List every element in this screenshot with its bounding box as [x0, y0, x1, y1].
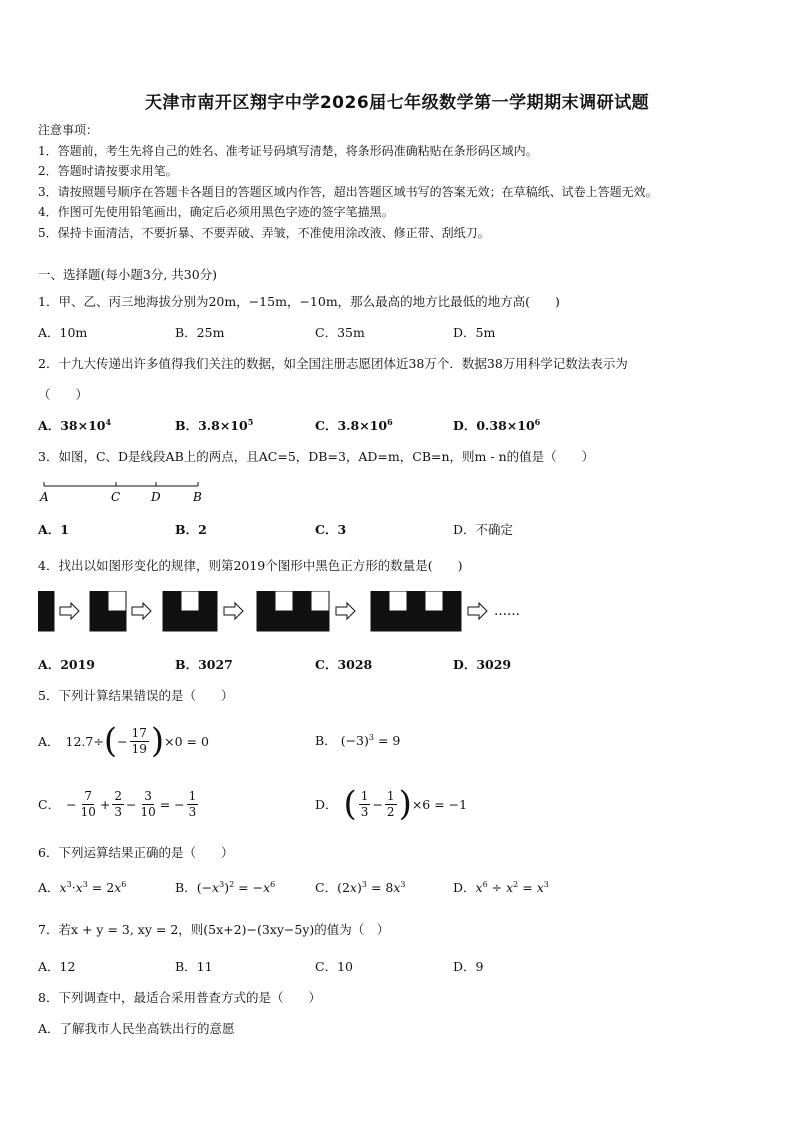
notes-block — [38, 120, 658, 244]
q7-option-b: B．11 — [175, 959, 213, 974]
q2-option-c: C．$3.8\times 10^6$ — [315, 417, 393, 433]
q2-option-b: B．$3.8\times 10^5$ — [175, 417, 254, 433]
q4-option-a: A．2019 — [38, 657, 95, 672]
point-label-c: C — [111, 490, 121, 504]
q5-option-c: C． − $\frac{7}{10}$ + $\frac{2}{3}$ − $\frac{3}{10}$ = − $\frac{1}{3}$ — [38, 788, 197, 819]
question-4: 4．找出以如图形变化的规律，则第2019个图形中黑色正方形的数量是( ) — [38, 558, 463, 573]
q3-option-c: C．3 — [315, 522, 347, 537]
question-7: 7．若x + y = 3, xy = 2，则(5x+2)−(3xy−5y)的值为（ ） — [38, 922, 390, 937]
q1-option-d: D．5m — [453, 325, 496, 340]
notes-item: 1．答题前，考生先将自己的姓名、准考证号码填写清楚，将条形码准确粘贴在条形码区域内。 — [38, 143, 538, 158]
q5-option-a: A． 12.7÷ ( − $\frac{17}{19}$ ) ×0 = 0 — [38, 721, 209, 761]
square-pattern-figure — [38, 591, 538, 635]
pattern-3 — [163, 591, 217, 631]
notes-heading: 注意事项： — [38, 123, 99, 137]
q1-option-c: C．35m — [315, 325, 365, 340]
point-label-d: D — [151, 490, 161, 504]
arrow-icon — [60, 603, 79, 619]
q8-option-a: A．了解我市人民坐高铁出行的意愿 — [38, 1021, 235, 1036]
section-heading: 一、选择题(每小题3分, 共30分) — [38, 267, 218, 282]
question-1: 1．甲、乙、丙三地海拔分别为20m，−15m，−10m，那么最高的地方比最低的地方高( ) — [38, 294, 560, 309]
q2-option-d: D．$0.38\times 10^6$ — [453, 417, 541, 433]
q6-option-a: A．$x^3\cdot x^3 = 2x^6$ — [38, 880, 127, 895]
point-label-b: B — [193, 490, 202, 504]
q1-option-b: B．25m — [175, 325, 225, 340]
question-2: 2．十九大传递出许多值得我们关注的数据，如全国注册志愿团体近38万个．数据38万用科学记数法表示为 — [38, 356, 628, 371]
q3-option-a: A．1 — [38, 522, 69, 537]
question-8: 8．下列调查中，最适合采用普查方式的是（ ） — [38, 990, 321, 1005]
q4-option-d: D．3029 — [453, 657, 512, 672]
q3-option-b: B．2 — [175, 522, 207, 537]
q3-option-d: D．不确定 — [453, 522, 514, 537]
arrow-icon — [468, 603, 487, 619]
pattern-ellipsis: …… — [494, 604, 520, 619]
arrow-icon — [132, 603, 151, 619]
notes-item: 3．请按照题号顺序在答题卡各题目的答题区域内作答，超出答题区域书写的答案无效；在草稿纸、试卷上答题无效。 — [38, 184, 658, 199]
notes-item: 2．答题时请按要求用笔。 — [38, 164, 178, 179]
q6-option-d: D．$x^6 \div x^2 = x^3$ — [453, 880, 549, 895]
pattern-5 — [371, 591, 461, 631]
q7-option-a: A．12 — [38, 959, 76, 974]
arrow-icon — [336, 603, 355, 619]
pattern-2 — [90, 591, 126, 631]
q1-option-a: A．10m — [38, 325, 88, 340]
q5-option-d: D． ( $\frac{1}{3}$ − $\frac{1}{2}$ ) ×6 = −1 — [315, 784, 468, 824]
line-segment-figure — [38, 480, 218, 506]
question-5: 5．下列计算结果错误的是（ ） — [38, 688, 234, 703]
pattern-1 — [38, 591, 54, 631]
q2-option-a: A．$38\times 10^4$ — [38, 417, 112, 433]
notes-item: 4．作图可先使用铅笔画出，确定后必须用黑色字迹的签字笔描黑。 — [38, 205, 394, 220]
q6-option-b: B．$(-x^3)^2 = -x^6$ — [175, 880, 276, 895]
q7-option-d: D．9 — [453, 959, 484, 974]
question-3: 3．如图，C、D是线段AB上的两点，且AC=5，DB=3，AD=m，CB=n，则m - n的值是（ ） — [38, 449, 595, 464]
q4-option-c: C．3028 — [315, 657, 373, 672]
pattern-4 — [257, 591, 329, 631]
arrow-icon — [224, 603, 243, 619]
question-2-paren: （ ） — [38, 387, 89, 402]
q5-option-b: B． $(-3)^3 = 9$ — [315, 733, 401, 748]
question-6: 6．下列运算结果正确的是（ ） — [38, 845, 234, 860]
page-title: 天津市南开区翔宇中学2026届七年级数学第一学期期末调研试题 — [144, 93, 650, 113]
q7-option-c: C．10 — [315, 959, 353, 974]
q6-option-c: C．$(2x)^3 = 8x^3$ — [315, 880, 406, 895]
point-label-a: A — [40, 490, 49, 504]
q4-option-b: B．3027 — [175, 657, 233, 672]
notes-item: 5．保持卡面清洁，不要折暴、不要弄破、弄皱，不准使用涂改液、修正带、刮纸刀。 — [38, 225, 490, 240]
